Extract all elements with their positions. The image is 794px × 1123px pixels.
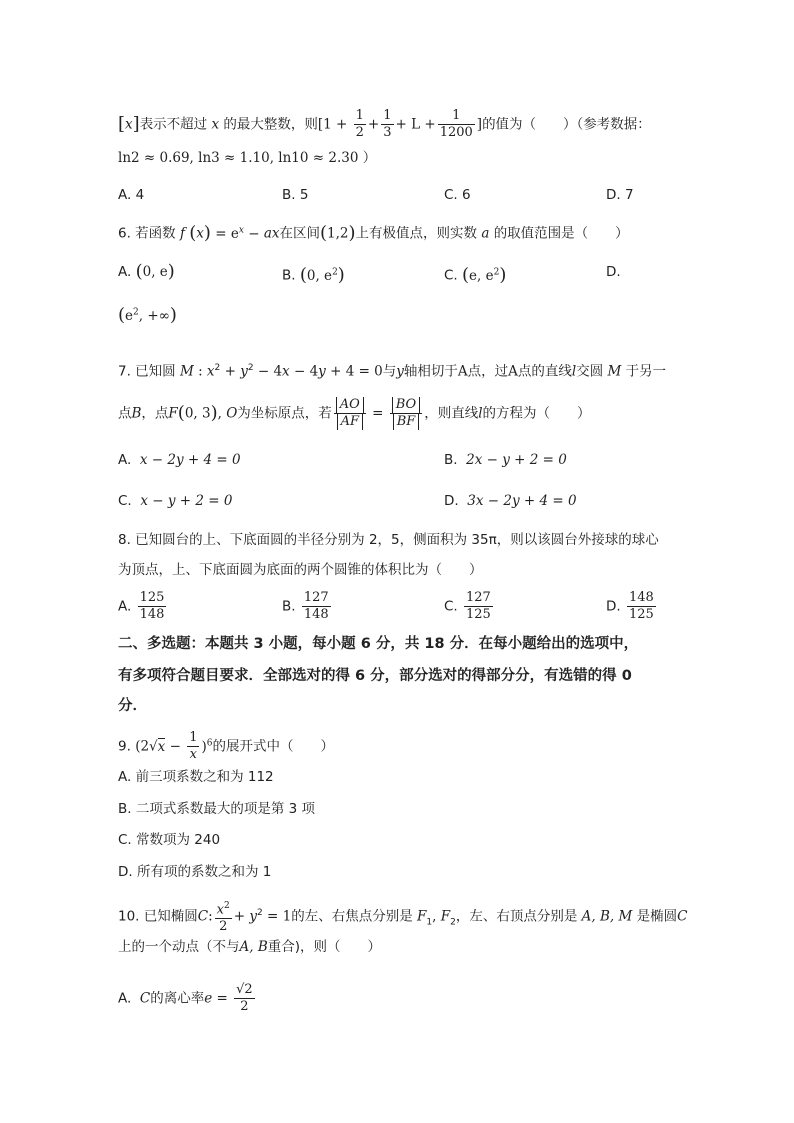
section2-heading: 二、多选题：本题共 3 小题，每小题 6 分，共 18 分．在每小题给出的选项中， [118, 636, 639, 652]
q8-option-d[interactable]: D. $\frac{148}{125}$ [606, 590, 654, 622]
q6-option-c[interactable]: C. (e, $e^2$) [444, 264, 507, 286]
q10-stem-line1: 10. 已知椭圆C: $\frac{x^2}{2}$ + $y^2 = 1$的左、右焦点分别是 $F_1$, $F_2$，左、右顶点分别是 A, B, M 是椭圆C [118, 898, 687, 935]
q8-option-c[interactable]: C. $\frac{127}{125}$ [444, 590, 491, 622]
q9-option-a[interactable]: A. 前三项系数之和为 112 [118, 769, 274, 785]
q7-option-b[interactable]: B. 2x − y + 2 = 0 [444, 452, 567, 468]
q8-option-b[interactable]: B. $\frac{127}{148}$ [282, 590, 329, 622]
q8-option-a[interactable]: A. $\frac{125}{148}$ [118, 590, 165, 622]
q6-stem: 6. 若函数 f $(x) = e^x$ − ax在区间(1,2)上有极值点，则实数 a 的取值范围是（ ） [118, 222, 629, 244]
q5-ref-data: ln2 ≈ 0.69, ln3 ≈ 1.10, ln10 ≈ 2.30 ） [118, 150, 377, 166]
q6-option-d-value: ($e^2$, +∞) [118, 304, 177, 326]
q9-stem: 9. (2√x − $\frac{1}{x}$ )$^6$的展开式中（ ） [118, 730, 334, 762]
q10-stem-line2: 上的一个动点（不与A, B重合)，则（ ） [118, 939, 382, 955]
q8-stem-line2: 为顶点，上、下底面圆为底面的两个圆锥的体积比为（ ） [118, 562, 483, 578]
q5-option-c[interactable]: C. 6 [444, 187, 471, 203]
q8-stem-line1: 8. 已知圆台的上、下底面圆的半径分别为 2，5，侧面积为 35π，则以该圆台外接球的球心 [118, 532, 659, 548]
q5-option-a[interactable]: A. 4 [118, 187, 145, 203]
q7-option-c[interactable]: C. x − y + 2 = 0 [118, 493, 233, 509]
q9-option-d[interactable]: D. 所有项的系数之和为 1 [118, 864, 272, 880]
q6-option-b[interactable]: B. (0, $e^2$) [282, 264, 345, 286]
q6-option-a[interactable]: A. (0, e) [118, 261, 175, 282]
q7-stem-line2: 点B，点F(0, 3), O为坐标原点，若 $\frac{AO}{AF}$ = $\frac{BO}{BF}$ ，则直线l的方程为（ ） [118, 397, 591, 429]
q9-option-c[interactable]: C. 常数项为 240 [118, 832, 221, 848]
q6-option-d[interactable]: D. [606, 264, 621, 280]
q7-stem-line1: 7. 已知圆 M : $x^2 + y^2 - 4x - 4y + 4 = 0$与y轴相切于A点，过A点的直线l交圆 M 于另一 [118, 363, 667, 380]
section2-heading-line2: 有多项符合题目要求．全部选对的得 6 分，部分选对的得部分分，有选错的得 0 [118, 668, 632, 684]
q10-option-a[interactable]: A. C的离心率e = $\frac{√2}{2}$ [118, 982, 253, 1014]
q7-option-d[interactable]: D. 3x − 2y + 4 = 0 [444, 493, 577, 509]
q5-option-d[interactable]: D. 7 [606, 187, 634, 203]
q5-stem-line1: [x]表示不超过 x 的最大整数，则[1 + $\frac{1}{2}$ + $\frac{1}{3}$ + L + $\frac{1}{1200}$ ]的值为（ ）（参考数据： [118, 108, 651, 140]
q7-option-a[interactable]: A. x − 2y + 4 = 0 [118, 452, 241, 468]
q5-option-b[interactable]: B. 5 [282, 187, 309, 203]
q9-option-b[interactable]: B. 二项式系数最大的项是第 3 项 [118, 801, 316, 817]
section2-heading-line3: 分． [118, 698, 147, 714]
